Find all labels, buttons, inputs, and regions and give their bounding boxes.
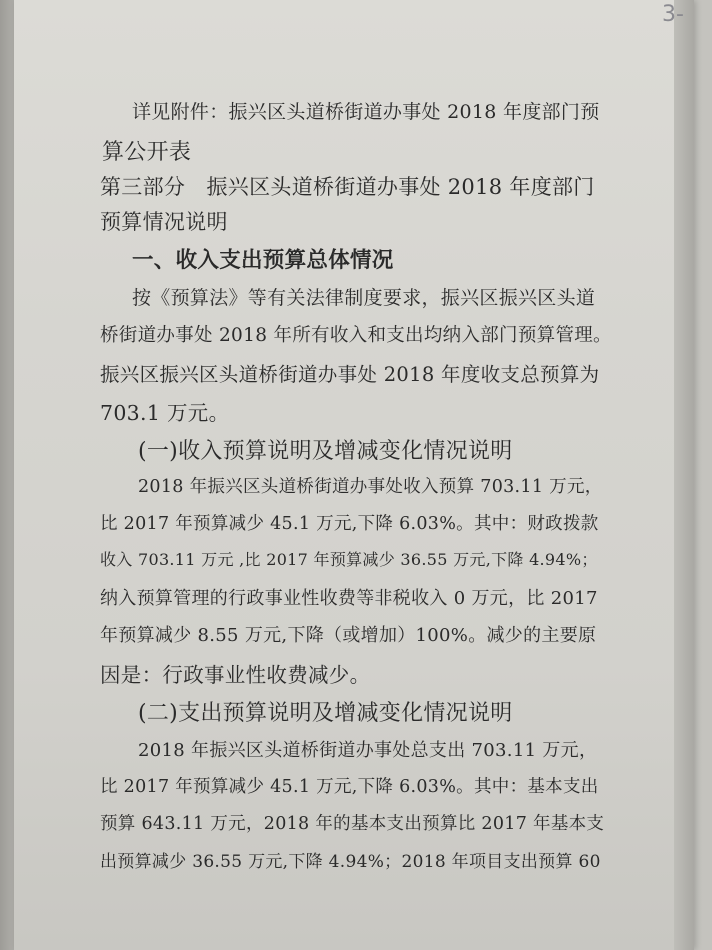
document-page bbox=[14, 0, 694, 950]
part-three-title-line-2: 预算情况说明 bbox=[100, 210, 228, 234]
paragraph-line: 比 2017 年预算减少 45.1 万元,下降 6.03%。其中：基本支出 bbox=[100, 777, 599, 797]
paragraph-line: 2018 年振兴区头道桥街道办事处总支出 703.11 万元， bbox=[138, 740, 598, 761]
paragraph-line: 振兴区振兴区头道桥街道办事处 2018 年度收支总预算为 bbox=[100, 363, 600, 386]
paragraph-line: 收入 703.11 万元 ,比 2017 年预算减少 36.55 万元,下降 4.94%； bbox=[100, 550, 598, 569]
attachment-note-line-1: 详见附件：振兴区头道桥街道办事处 2018 年度部门预 bbox=[132, 101, 600, 123]
paragraph-line: 703.1 万元。 bbox=[100, 401, 230, 425]
page-edge-shadow bbox=[674, 0, 694, 950]
paragraph-line: 年预算减少 8.55 万元,下降（或增加）100%。减少的主要原 bbox=[100, 625, 597, 646]
paragraph-line: 按《预算法》等有关法律制度要求，振兴区振兴区头道 bbox=[132, 287, 596, 309]
page-number-mark: 3- bbox=[662, 2, 684, 27]
paragraph-line: 纳入预算管理的行政事业性收费等非税收入 0 万元，比 2017 bbox=[100, 588, 598, 609]
paragraph-line: 因是：行政事业性收费减少。 bbox=[100, 663, 371, 687]
paragraph-line: 2018 年振兴区头道桥街道办事处收入预算 703.11 万元， bbox=[138, 477, 603, 497]
attachment-note-line-2: 算公开表 bbox=[102, 140, 192, 165]
subsection-heading-income: (一)收入预算说明及增减变化情况说明 bbox=[138, 439, 513, 464]
paragraph-line: 比 2017 年预算减少 45.1 万元,下降 6.03%。其中：财政拨款 bbox=[100, 514, 599, 534]
part-three-title-line-1: 第三部分 振兴区头道桥街道办事处 2018 年度部门 bbox=[100, 175, 595, 199]
paragraph-line: 预算 643.11 万元，2018 年的基本支出预算比 2017 年基本支 bbox=[100, 814, 605, 834]
paragraph-line: 桥街道办事处 2018 年所有收入和支出均纳入部门预算管理。 bbox=[100, 325, 612, 346]
paragraph-line: 出预算减少 36.55 万元,下降 4.94%；2018 年项目支出预算 60 bbox=[100, 852, 601, 872]
section-heading-overview: 一、收入支出预算总体情况 bbox=[132, 248, 394, 273]
subsection-heading-expenditure: (二)支出预算说明及增减变化情况说明 bbox=[138, 701, 513, 726]
